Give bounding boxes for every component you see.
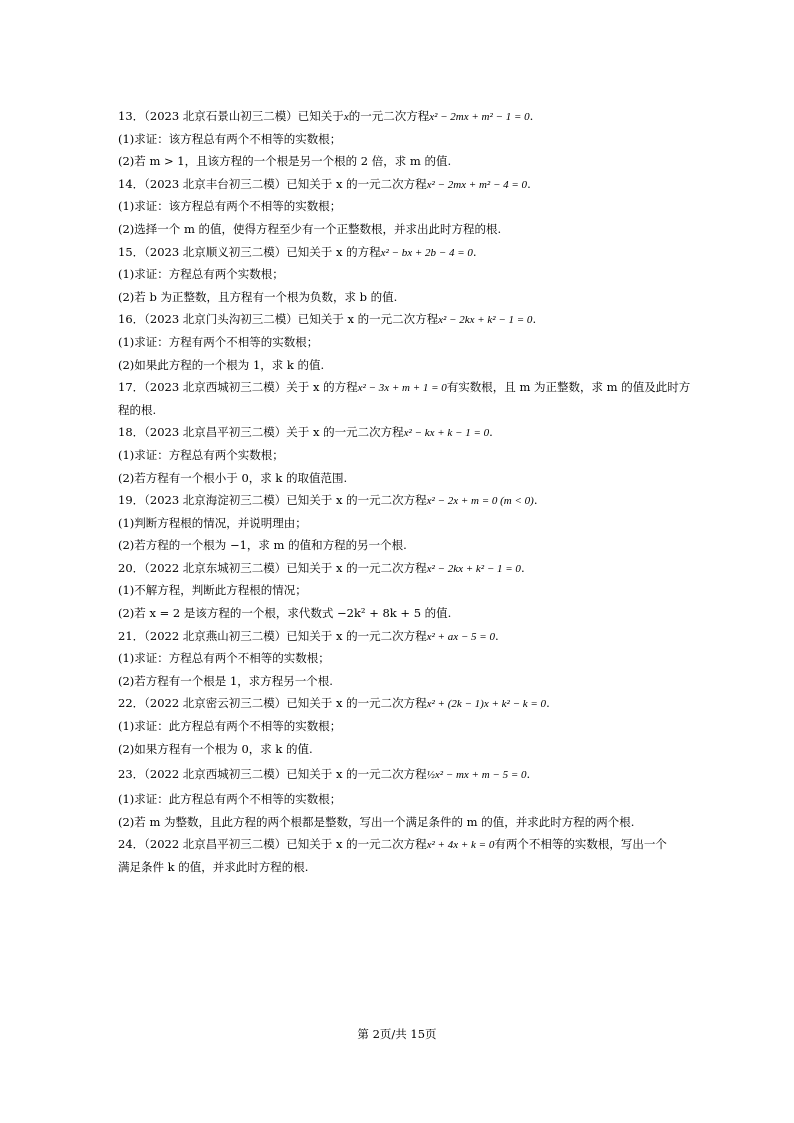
- line-text: (1)求证：该方程总有两个不相等的实数根；: [118, 199, 342, 214]
- question-line-q23-1: [118, 788, 698, 811]
- question-line-q13-1: [118, 128, 698, 151]
- equation: ½x² − mx + m − 5 = 0: [426, 769, 527, 782]
- question-line-q14-1: [118, 195, 698, 218]
- line-end: 有实数根，且 m 为正整数，求 m 的值及此时方: [446, 380, 691, 395]
- question-line-q17-b: [118, 399, 698, 422]
- line-text: 程的根.: [118, 402, 157, 417]
- equation: x² − 2kx + k² − 1 = 0: [438, 314, 533, 327]
- question-line-q24: [118, 833, 698, 856]
- line-text: 21．（2022 北京燕山初三二模）已知关于 x 的一元二次方程: [118, 628, 427, 643]
- question-line-q16: [118, 308, 698, 331]
- line-end: .: [526, 767, 531, 782]
- question-line-q15-2: [118, 286, 698, 309]
- line-text: (1)不解方程，判断此方程根的情况；: [118, 583, 307, 598]
- line-text: 13．（2023 北京石景山初三二模）已知关于: [118, 109, 344, 123]
- line-text: (1)判断方程根的情况，并说明理由；: [118, 515, 307, 530]
- question-line-q18-2: [118, 467, 698, 490]
- line-text: 16．（2023 北京门头沟初三二模）已知关于 x 的一元二次方程: [118, 312, 439, 327]
- line-text: (2)若 x = 2 是该方程的一个根，求代数式 −2k² + 8k + 5 的值.: [118, 606, 452, 621]
- line-text: (1)求证：方程总有两个实数根；: [118, 447, 284, 462]
- line-text: 14．（2023 北京丰台初三二模）已知关于 x 的一元二次方程: [118, 176, 427, 191]
- question-line-q16-2: [118, 354, 698, 377]
- line-text: (1)求证：方程有两个不相等的实数根；: [118, 334, 319, 349]
- line-text: (2)若 b 为正整数，且方程有一个根为负数，求 b 的值.: [118, 289, 398, 304]
- line-text: 18．（2023 北京昌平初三二模）关于 x 的一元二次方程: [118, 425, 404, 440]
- equation: x² − 3x + m + 1 = 0: [357, 382, 447, 395]
- question-line-q21-2: [118, 670, 698, 693]
- question-line-q20: [118, 557, 698, 580]
- line-end: .: [532, 312, 537, 327]
- line-end: 有两个不相等的实数根，写出一个: [494, 837, 667, 852]
- question-line-q21: [118, 625, 698, 648]
- question-line-q24-b: [118, 856, 698, 879]
- line-text: 19．（2023 北京海淀初三二模）已知关于 x 的一元二次方程: [118, 493, 427, 508]
- question-line-q13: [118, 105, 698, 128]
- question-line-q22: [118, 692, 698, 715]
- line-text: 17．（2023 北京西城初三二模）关于 x 的方程: [118, 380, 358, 395]
- equation: x² − 2kx + k² − 1 = 0: [426, 562, 521, 575]
- equation: x² + (2k − 1)x + k² − k = 0: [426, 698, 547, 711]
- question-line-q21-1: [118, 647, 698, 670]
- question-line-q17: [118, 376, 698, 399]
- line-text: (2)若方程的一个根为 −1，求 m 的值和方程的另一个根.: [118, 538, 407, 553]
- question-line-q19-1: [118, 512, 698, 535]
- question-line-q13-2: [118, 150, 698, 173]
- line-text: (2)若 m 为整数，且此方程的两个根都是整数，写出一个满足条件的 m 的值，并求此时方程的两个根.: [118, 814, 635, 829]
- equation: x² − bx + 2b − 4 = 0: [380, 246, 473, 259]
- line-text-rest: 的一元二次方程: [348, 109, 430, 123]
- line-text: 15．（2023 北京顺义初三二模）已知关于 x 的方程: [118, 244, 381, 259]
- line-end: .: [472, 244, 477, 259]
- question-line-q15-1: [118, 263, 698, 286]
- equation: x² − 2mx + m² − 1 = 0: [429, 111, 530, 123]
- question-line-q19-2: [118, 534, 698, 557]
- line-text: 满足条件 k 的值，并求此时方程的根.: [118, 860, 309, 874]
- line-end: .: [494, 628, 499, 643]
- equation: x² − 2mx + m² − 4 = 0: [426, 178, 528, 191]
- line-text: (2)若方程有一个根是 1，求方程另一个根.: [118, 673, 333, 688]
- line-text: (1)求证：该方程总有两个不相等的实数根；: [118, 131, 342, 146]
- line-text: (1)求证：此方程总有两个不相等的实数根；: [118, 719, 342, 734]
- line-text: (2)选择一个 m 的值，使得方程至少有一个正整数根，并求出此时方程的根.: [118, 221, 502, 236]
- line-text: (1)求证：方程总有两个不相等的实数根；: [118, 651, 330, 666]
- line-end: .: [533, 493, 538, 508]
- equation: x² + ax − 5 = 0: [426, 630, 495, 643]
- line-text: 24．（2022 北京昌平初三二模）已知关于 x 的一元二次方程: [118, 837, 427, 852]
- line-end: .: [520, 560, 525, 575]
- line-text: (2)若 m > 1，且该方程的一个根是另一个根的 2 倍，求 m 的值.: [118, 154, 452, 169]
- line-text: 20．（2022 北京东城初三二模）已知关于 x 的一元二次方程: [118, 560, 427, 575]
- line-text: (2)如果此方程的一个根为 1，求 k 的值.: [118, 357, 325, 372]
- equation: x² − 2x + m = 0 (m < 0): [426, 495, 534, 508]
- question-list: [118, 105, 698, 879]
- question-line-q18: [118, 421, 698, 444]
- question-line-q14: [118, 173, 698, 196]
- question-line-q22-1: [118, 715, 698, 738]
- line-text: (2)若方程有一个根小于 0，求 k 的取值范围.: [118, 470, 348, 485]
- equation: x² + 4x + k = 0: [426, 839, 495, 852]
- page-footer: 第 2页/共 15页: [357, 1027, 437, 1041]
- question-line-q14-2: [118, 218, 698, 241]
- line-text: (2)如果方程有一个根为 0，求 k 的值.: [118, 741, 313, 756]
- question-line-q20-2: [118, 602, 698, 625]
- question-line-q18-1: [118, 444, 698, 467]
- question-line-q15: [118, 241, 698, 264]
- variable: x: [343, 111, 349, 123]
- question-line-q23-2: [118, 811, 698, 834]
- line-end: .: [489, 425, 493, 440]
- line-end: .: [546, 696, 550, 711]
- line-end: .: [529, 109, 534, 123]
- question-line-q19: [118, 489, 698, 512]
- question-line-q22-2: [118, 738, 698, 761]
- equation: x² − kx + k − 1 = 0: [403, 427, 490, 440]
- question-line-q20-1: [118, 579, 698, 602]
- line-text: 22．（2022 北京密云初三二模）已知关于 x 的一元二次方程: [118, 696, 427, 711]
- question-line-q16-1: [118, 331, 698, 354]
- line-text: 23．（2022 北京西城初三二模）已知关于 x 的一元二次方程: [118, 767, 427, 782]
- question-line-q23: [118, 760, 698, 788]
- line-text: (1)求证：此方程总有两个不相等的实数根；: [118, 792, 342, 807]
- line-end: .: [527, 176, 531, 191]
- line-text: (1)求证：方程总有两个实数根；: [118, 267, 284, 282]
